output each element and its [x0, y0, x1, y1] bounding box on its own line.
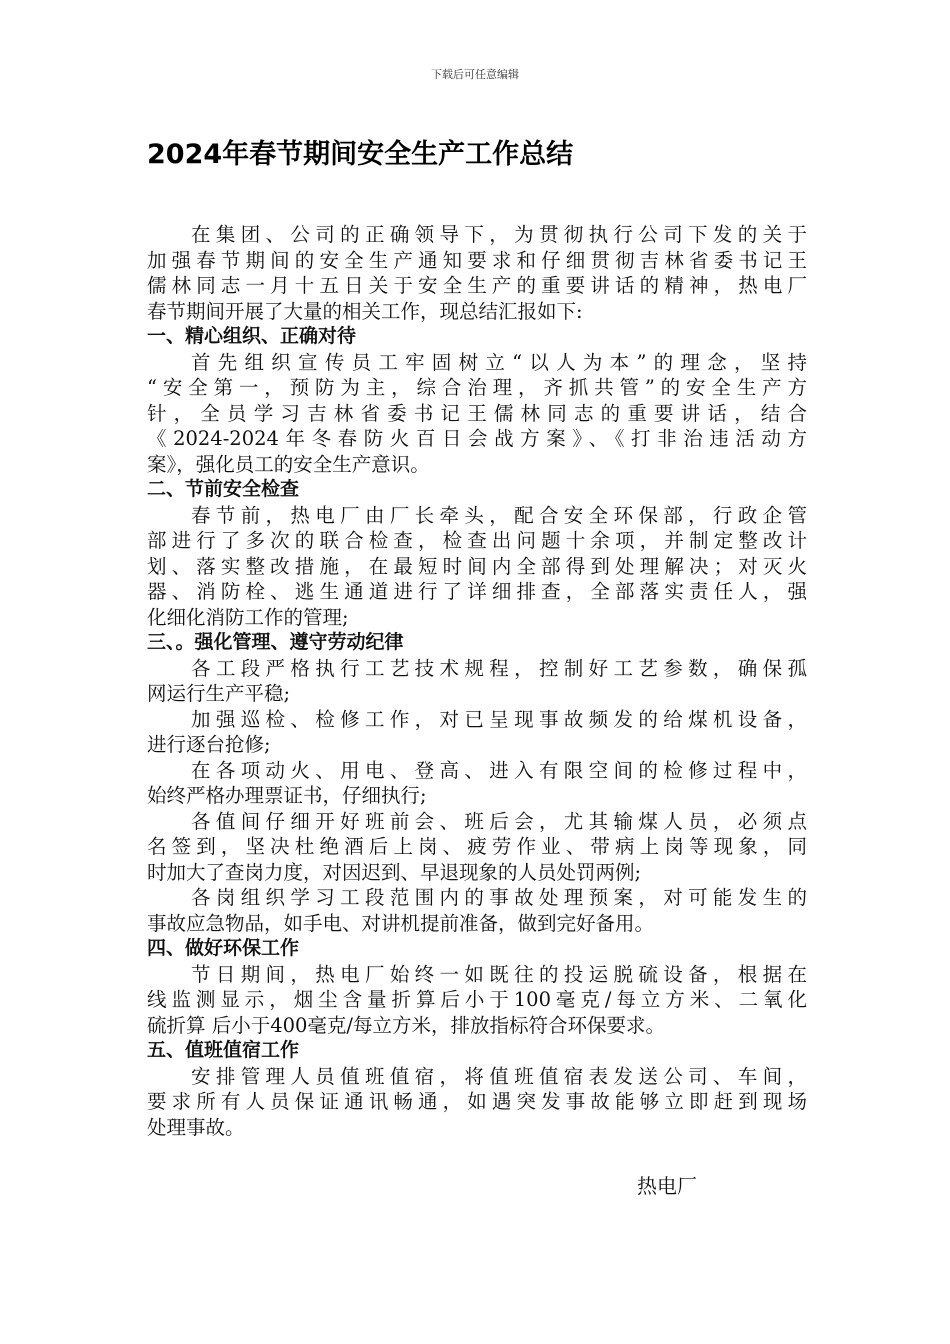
body-text-line: 线监测显示，烟尘含量折算后小于100毫克/每立方米、二氧化	[147, 988, 807, 1011]
signature: 热电厂	[637, 1174, 697, 1198]
body-text-line: 处理事故。	[147, 1115, 245, 1139]
body-text-line: “安全第一，预防为主，综合治理，齐抓共管”的安全生产方	[147, 376, 807, 399]
body-text-line: 划、落实整改措施，在最短时间内全部得到处理解决；对灭火	[147, 554, 807, 578]
body-text-line: 事故应急物品，如手电、对讲机提前准备，做到完好备用。	[147, 911, 655, 935]
body-text-line: 硫折算 后小于400毫克/每立方米，排放指标符合环保要求。	[147, 1013, 665, 1037]
section-heading: 一、精心组织、正确对待	[147, 325, 357, 347]
section-heading: 四、做好环保工作	[147, 937, 300, 959]
body-text-line: 要求所有人员保证通讯畅通，如遇突发事故能够立即赶到现场	[147, 1090, 807, 1113]
body-text-line: 案》，强化员工的安全生产意识。	[147, 452, 430, 476]
section-heading: 三、。强化管理、遵守劳动纪律	[147, 631, 404, 653]
body-text-line: 名签到，坚决杜绝酒后上岗、疲劳作业、带病上岗等现象，同	[147, 835, 807, 858]
document-title: 2024年春节期间安全生产工作总结	[147, 139, 574, 170]
body-text-line: 安排管理人员值班值宿，将值班值宿表发送公司、车间，	[191, 1064, 807, 1088]
body-text-line: 网运行生产平稳;	[147, 682, 291, 705]
body-text-line: 各工段严格执行工艺技术规程，控制好工艺参数，确保孤	[191, 656, 807, 680]
body-text-line: 加强春节期间的安全生产通知要求和仔细贯彻吉林省委书记王	[147, 248, 807, 272]
page-header-note: 下载后可任意编辑	[431, 68, 519, 81]
body-text-line: 春节前，热电厂由厂长牵头，配合安全环保部，行政企管	[191, 503, 807, 527]
body-text-line: 春节期间开展了大量的相关工作，现总结汇报如下:	[147, 299, 583, 323]
body-text-line: 化细化消防工作的管理;	[147, 605, 349, 629]
document-body	[147, 222, 807, 1140]
section-heading: 五、值班值宿工作	[147, 1039, 300, 1061]
body-text-line: 在各项动火、用电、登高、进入有限空间的检修过程中，	[191, 758, 807, 782]
body-text-line: 各岗组织学习工段范围内的事故处理预案，对可能发生的	[191, 886, 807, 909]
body-text-line: 进行逐台抢修;	[147, 733, 271, 756]
body-text-line: 部进行了多次的联合检查，检查出问题十余项，并制定整改计	[147, 529, 807, 552]
body-text-line: 首先组织宣传员工牢固树立“以人为本”的理念，坚持	[191, 350, 807, 374]
body-text-line: 在集团、公司的正确领导下，为贯彻执行公司下发的关于	[191, 223, 807, 246]
section-heading: 二、节前安全检查	[147, 478, 300, 500]
body-text-line: 各值间仔细开好班前会、班后会，尤其输煤人员，必须点	[191, 809, 807, 833]
body-text-line: 始终严格办理票证书，仔细执行;	[147, 784, 427, 807]
body-text-line: 器、消防栓、逃生通道进行了详细排查，全部落实责任人，强	[147, 580, 807, 603]
body-text-line: 《2024-2024年冬春防火百日会战方案》、《打非治违活动方	[147, 427, 807, 450]
body-text-line: 时加大了查岗力度，对因迟到、早退现象的人员处罚两例;	[147, 860, 642, 884]
body-text-line: 针，全员学习吉林省委书记王儒林同志的重要讲话，结合	[147, 401, 807, 425]
body-text-line: 节日期间，热电厂始终一如既往的投运脱硫设备，根据在	[191, 962, 807, 986]
body-text-line: 加强巡检、检修工作，对已呈现事故频发的给煤机设备，	[191, 707, 807, 731]
body-text-line: 儒林同志一月十五日关于安全生产的重要讲话的精神，热电厂	[147, 274, 807, 297]
